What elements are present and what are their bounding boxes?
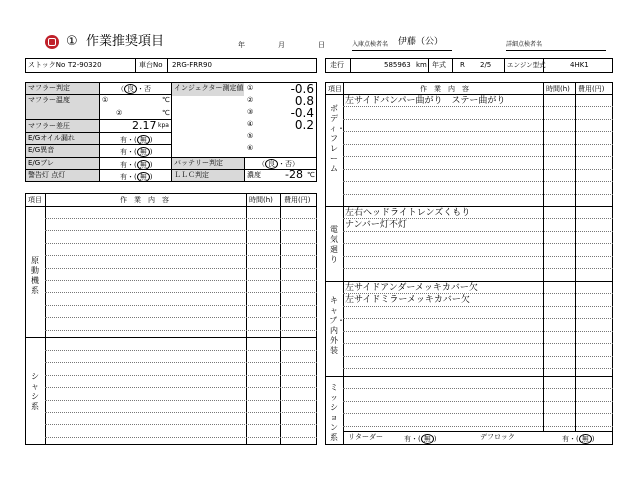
inspector-value: 伊藤（公）: [398, 37, 444, 47]
stock-value: T2-90320: [68, 61, 102, 69]
body-work-table: [325, 82, 613, 445]
row-line: [343, 401, 613, 402]
page-title: 作業推奨項目: [86, 34, 165, 49]
muffler-diff-value: 2.17: [132, 119, 157, 132]
cab-item: 左サイドアンダーメッキカバー欠: [345, 283, 478, 293]
llc-label: ＬＬＣ判定: [174, 171, 209, 179]
diff-lock-value: 有・( 無 ): [562, 435, 595, 443]
lower-header-item: 項目: [28, 196, 42, 204]
conc-value: -28: [285, 168, 303, 181]
row-line: [45, 400, 317, 401]
injector-label: インジェクター測定値: [174, 84, 244, 92]
lower-header-work: 作 業 内 容: [120, 196, 169, 204]
right-header-time: 時間(h): [546, 85, 570, 93]
chassis-label: 車台No: [139, 61, 163, 69]
row-line: [45, 350, 317, 351]
stock-label: ストックNo: [28, 61, 66, 69]
section-chassis: シャシ系: [31, 372, 39, 411]
injector-number: ⑥: [247, 144, 254, 152]
row-line: [45, 268, 317, 269]
muffler-temp-label: マフラー温度: [28, 96, 70, 104]
row-line: [45, 243, 317, 244]
year-era: R: [460, 61, 465, 69]
cab-item: 左サイドミラーメッキカバー欠: [345, 295, 470, 305]
conc-unit: ℃: [307, 171, 315, 179]
row-line: [343, 318, 613, 319]
row-line: [343, 243, 613, 244]
muffler-temp-2-unit: ℃: [162, 109, 170, 117]
row-line: [45, 317, 317, 318]
row-line: [343, 293, 613, 294]
row-line: [343, 144, 613, 145]
injector-number: ①: [247, 84, 254, 92]
section-electrical: 電気廻り: [330, 225, 338, 264]
muffler-judge-label: マフラー判定: [28, 84, 70, 92]
title-number: ①: [66, 34, 78, 49]
row-line: [45, 230, 317, 231]
injector-number: ③: [247, 108, 254, 116]
row-line: [343, 181, 613, 182]
retarder-label: リターダー: [348, 433, 383, 441]
row-line: [343, 218, 613, 219]
battery-value: （ 良 ・否）: [258, 160, 299, 168]
row-line: [343, 156, 613, 157]
inspector-label: 入庫点検者名: [352, 41, 389, 48]
warning-label: 警告灯 点灯: [28, 171, 66, 179]
date-day: 日: [318, 41, 325, 49]
engine-label: エンジン型式: [507, 61, 546, 69]
right-header-item: 項目: [328, 85, 342, 93]
row-line: [343, 343, 613, 344]
year-label: 年式: [432, 61, 446, 69]
row-line: [343, 426, 613, 427]
year-value: 2/5: [480, 61, 492, 69]
row-line: [45, 305, 317, 306]
row-line: [45, 255, 317, 256]
body-item: 左サイドバンパー曲がり ステー曲がり: [345, 96, 506, 106]
lower-header-time: 時間(h): [249, 196, 273, 204]
row-line: [343, 268, 613, 269]
section-body-frame: ボディ・フレーム: [329, 104, 345, 173]
row-line: [343, 256, 613, 257]
mileage-value: 585963: [384, 61, 411, 69]
row-line: [343, 368, 613, 369]
section-mission: ミッション系: [330, 383, 338, 442]
row-line: [45, 387, 317, 388]
detail-inspector-label: 詳細点検者名: [506, 41, 543, 48]
mileage-label: 走行: [330, 61, 344, 69]
muffler-temp-1: ①: [102, 96, 109, 104]
injector-number: ④: [247, 120, 254, 128]
vibration-label: E/Gブレ: [28, 159, 54, 167]
oil-leak-value: 有・( 無 ): [120, 136, 153, 144]
lower-header-cost: 費用(円): [284, 196, 311, 204]
muffler-judge-value: （ 良 ・否: [117, 85, 151, 93]
row-line: [343, 388, 613, 389]
conc-label: 濃度: [247, 171, 261, 179]
muffler-temp-2: ②: [116, 109, 123, 117]
injector-value: -0.4: [290, 106, 314, 120]
right-header-work: 作 業 内 容: [420, 85, 469, 93]
injector-value: 0.8: [294, 94, 314, 108]
injector-number: ⑤: [247, 132, 254, 140]
row-line: [343, 306, 613, 307]
section-cab: キャブ・内外装: [329, 296, 345, 355]
row-line: [343, 169, 613, 170]
row-line: [45, 412, 317, 413]
row-line: [45, 330, 317, 331]
diff-lock-label: デフロック: [480, 433, 515, 441]
row-line: [343, 413, 613, 414]
injector-value: 0.2: [294, 118, 314, 132]
row-line: [343, 356, 613, 357]
right-header-cost: 費用(円): [578, 85, 605, 93]
section-engine: 原動機系: [31, 256, 39, 295]
row-line: [45, 375, 317, 376]
muffler-temp-1-unit: ℃: [162, 96, 170, 104]
row-line: [343, 119, 613, 120]
injector-value: -0.6: [290, 82, 314, 96]
row-line: [45, 437, 317, 438]
elec-item: 左右ヘッドライトレンズくもり: [345, 208, 471, 218]
mileage-unit: km: [416, 61, 427, 69]
row-line: [343, 194, 613, 195]
row-line: [45, 218, 317, 219]
noise-value: 有・( 無 ): [120, 148, 153, 156]
vibration-value: 有・( 無 ): [120, 161, 153, 169]
row-line: [45, 292, 317, 293]
row-line: [343, 231, 613, 232]
elec-item: ナンバー灯不灯: [345, 220, 407, 230]
engine-value: 4HK1: [570, 61, 589, 69]
row-line: [45, 362, 317, 363]
row-line: [343, 131, 613, 132]
warning-value: 有・( 無 ): [120, 173, 153, 181]
muffler-diff-unit: kpa: [158, 122, 169, 129]
oil-leak-label: E/Gオイル漏れ: [28, 134, 75, 142]
date-year: 年: [238, 41, 245, 49]
muffler-diff-label: マフラー差圧: [28, 122, 70, 130]
row-line: [45, 424, 317, 425]
logo-icon: [45, 35, 59, 49]
date-month: 月: [278, 41, 285, 49]
chassis-value: 2RG-FRR90: [172, 61, 212, 69]
retarder-value: 有・( 無 ): [404, 435, 437, 443]
row-line: [343, 331, 613, 332]
row-line: [343, 106, 613, 107]
row-line: [45, 280, 317, 281]
injector-number: ②: [247, 96, 254, 104]
battery-label: バッテリー判定: [174, 159, 223, 167]
noise-label: E/G異音: [28, 146, 55, 154]
